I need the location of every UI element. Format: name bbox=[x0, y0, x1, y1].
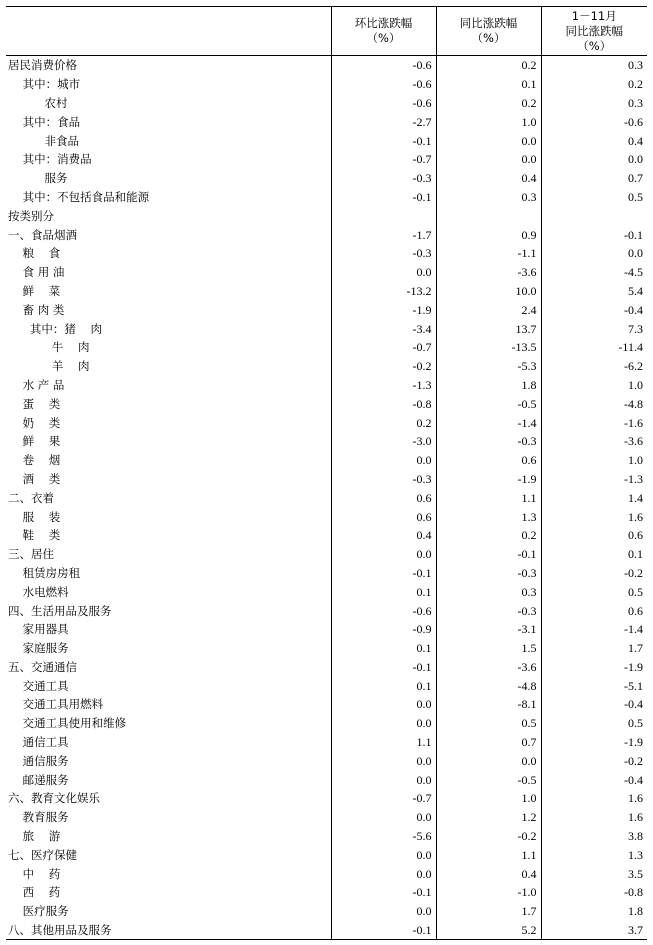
row-ytd-value: -4.8 bbox=[541, 394, 647, 413]
row-ytd-value: 5.4 bbox=[541, 282, 647, 301]
row-mom-value: 0.4 bbox=[331, 526, 436, 545]
row-mom-value: -1.3 bbox=[331, 376, 436, 395]
row-yoy-value: -1.1 bbox=[436, 244, 541, 263]
row-mom-value: 0.1 bbox=[331, 639, 436, 658]
row-label: 服 装 bbox=[8, 509, 61, 524]
row-mom-value: -0.1 bbox=[331, 564, 436, 583]
row-mom-value: -2.7 bbox=[331, 112, 436, 131]
row-label: 粮 食 bbox=[8, 246, 61, 261]
row-ytd-value: 1.0 bbox=[541, 451, 647, 470]
row-label: 奶 类 bbox=[8, 415, 61, 430]
row-ytd-value: 0.2 bbox=[541, 75, 647, 94]
row-yoy-value: 0.6 bbox=[436, 451, 541, 470]
table-row bbox=[6, 451, 647, 470]
row-ytd-value: -0.6 bbox=[541, 112, 647, 131]
row-ytd-value: -0.4 bbox=[541, 300, 647, 319]
row-mom-value: -0.7 bbox=[331, 150, 436, 169]
row-ytd-value: -1.4 bbox=[541, 620, 647, 639]
table-row bbox=[6, 131, 647, 150]
row-mom-value: 0.0 bbox=[331, 808, 436, 827]
table-row bbox=[6, 488, 647, 507]
row-label: 四、生活用品及服务 bbox=[8, 603, 112, 618]
row-ytd-value: -0.2 bbox=[541, 564, 647, 583]
row-yoy-value: -1.9 bbox=[436, 470, 541, 489]
table-row bbox=[6, 394, 647, 413]
row-ytd-value: 1.7 bbox=[541, 639, 647, 658]
row-ytd-value: -4.5 bbox=[541, 263, 647, 282]
row-label: 服务 bbox=[8, 171, 68, 186]
row-yoy-value: -0.1 bbox=[436, 545, 541, 564]
table-row bbox=[6, 56, 647, 75]
table-row bbox=[6, 601, 647, 620]
row-yoy-value: -3.1 bbox=[436, 620, 541, 639]
row-label: 非食品 bbox=[8, 133, 80, 148]
table-row bbox=[6, 357, 647, 376]
row-mom-value: 0.1 bbox=[331, 676, 436, 695]
row-ytd-value: -6.2 bbox=[541, 357, 647, 376]
table-row bbox=[6, 733, 647, 752]
row-label: 畜 肉 类 bbox=[8, 302, 65, 317]
row-ytd-value: -0.4 bbox=[541, 770, 647, 789]
row-ytd-value: -11.4 bbox=[541, 338, 647, 357]
table-row bbox=[6, 338, 647, 357]
table-row bbox=[6, 714, 647, 733]
row-ytd-value: 1.3 bbox=[541, 845, 647, 864]
row-label: 交通工具用燃料 bbox=[8, 697, 104, 712]
row-ytd-value: 0.6 bbox=[541, 601, 647, 620]
row-yoy-value: -0.3 bbox=[436, 564, 541, 583]
row-yoy-value: -0.2 bbox=[436, 827, 541, 846]
table-header-row bbox=[6, 7, 647, 56]
row-label: 其中：城市 bbox=[8, 77, 81, 92]
row-label: 羊 肉 bbox=[8, 359, 90, 374]
table-row bbox=[6, 526, 647, 545]
row-mom-value: -0.1 bbox=[331, 188, 436, 207]
row-label: 中 药 bbox=[8, 866, 61, 881]
row-yoy-value: 5.2 bbox=[436, 921, 541, 940]
table-row bbox=[6, 94, 647, 113]
row-ytd-value: 0.5 bbox=[541, 188, 647, 207]
header-ytd-unit: （%） bbox=[577, 38, 612, 53]
row-label: 二、衣着 bbox=[8, 490, 54, 505]
row-mom-value: -0.1 bbox=[331, 131, 436, 150]
row-label: 七、医疗保健 bbox=[8, 847, 77, 862]
row-yoy-value: 1.1 bbox=[436, 488, 541, 507]
row-yoy-value: -4.8 bbox=[436, 676, 541, 695]
row-mom-value: -0.6 bbox=[331, 601, 436, 620]
row-label: 蛋 类 bbox=[8, 396, 61, 411]
row-mom-value: -1.9 bbox=[331, 300, 436, 319]
row-yoy-value bbox=[436, 206, 541, 225]
table-row bbox=[6, 282, 647, 301]
row-yoy-value: 0.3 bbox=[436, 582, 541, 601]
table-row bbox=[6, 751, 647, 770]
row-ytd-value: -1.9 bbox=[541, 658, 647, 677]
row-mom-value: -3.0 bbox=[331, 432, 436, 451]
row-yoy-value: 0.4 bbox=[436, 169, 541, 188]
row-label: 家庭服务 bbox=[8, 641, 69, 656]
row-ytd-value: -0.8 bbox=[541, 883, 647, 902]
row-label: 酒 类 bbox=[8, 471, 61, 486]
row-label: 教育服务 bbox=[8, 810, 69, 825]
row-yoy-value: 0.2 bbox=[436, 94, 541, 113]
row-label: 邮递服务 bbox=[8, 772, 69, 787]
table-row bbox=[6, 845, 647, 864]
row-yoy-value: -0.3 bbox=[436, 601, 541, 620]
row-ytd-value: 3.8 bbox=[541, 827, 647, 846]
row-label: 其中：消费品 bbox=[8, 152, 92, 167]
table-row bbox=[6, 902, 647, 921]
table-row bbox=[6, 545, 647, 564]
row-mom-value: -0.2 bbox=[331, 357, 436, 376]
row-label: 三、居住 bbox=[8, 547, 54, 562]
row-yoy-value: 1.8 bbox=[436, 376, 541, 395]
row-mom-value: -0.3 bbox=[331, 244, 436, 263]
row-ytd-value: -1.9 bbox=[541, 733, 647, 752]
row-yoy-value: 0.4 bbox=[436, 864, 541, 883]
row-ytd-value: -1.3 bbox=[541, 470, 647, 489]
row-mom-value: -0.9 bbox=[331, 620, 436, 639]
row-ytd-value: 1.4 bbox=[541, 488, 647, 507]
table-row bbox=[6, 695, 647, 714]
row-ytd-value: -5.1 bbox=[541, 676, 647, 695]
row-label: 鲜 菜 bbox=[8, 283, 61, 298]
row-label: 食 用 油 bbox=[8, 265, 65, 280]
row-ytd-value: 1.8 bbox=[541, 902, 647, 921]
table-row bbox=[6, 244, 647, 263]
row-ytd-value: 3.5 bbox=[541, 864, 647, 883]
table-row bbox=[6, 150, 647, 169]
header-mom-title: 环比涨跌幅 bbox=[354, 16, 413, 30]
row-mom-value: -0.6 bbox=[331, 94, 436, 113]
row-yoy-value: -13.5 bbox=[436, 338, 541, 357]
cpi-table-container bbox=[6, 6, 647, 940]
row-ytd-value: 0.3 bbox=[541, 56, 647, 75]
row-label: 水电燃料 bbox=[8, 584, 69, 599]
header-yoy-unit: （%） bbox=[471, 31, 506, 45]
row-label: 一、食品烟酒 bbox=[8, 227, 77, 242]
row-mom-value: 0.0 bbox=[331, 451, 436, 470]
row-label: 按类别分 bbox=[8, 208, 54, 223]
table-row bbox=[6, 507, 647, 526]
row-yoy-value: -8.1 bbox=[436, 695, 541, 714]
row-yoy-value: -1.0 bbox=[436, 883, 541, 902]
row-label: 旅 游 bbox=[8, 829, 61, 844]
row-yoy-value: 1.1 bbox=[436, 845, 541, 864]
table-body bbox=[6, 56, 647, 940]
row-mom-value: -1.7 bbox=[331, 225, 436, 244]
row-yoy-value: 0.7 bbox=[436, 733, 541, 752]
row-ytd-value: 0.6 bbox=[541, 526, 647, 545]
row-yoy-value: 0.9 bbox=[436, 225, 541, 244]
row-yoy-value: 0.0 bbox=[436, 150, 541, 169]
row-label: 卷 烟 bbox=[8, 453, 61, 468]
row-mom-value: -0.3 bbox=[331, 470, 436, 489]
table-row bbox=[6, 263, 647, 282]
row-label: 交通工具使用和维修 bbox=[8, 716, 127, 731]
row-mom-value: -0.8 bbox=[331, 394, 436, 413]
row-yoy-value: 10.0 bbox=[436, 282, 541, 301]
row-ytd-value: 1.0 bbox=[541, 376, 647, 395]
row-label: 家用器具 bbox=[8, 622, 69, 637]
header-mom bbox=[331, 7, 436, 56]
table-row bbox=[6, 620, 647, 639]
row-yoy-value: 0.5 bbox=[436, 714, 541, 733]
row-label: 鞋 类 bbox=[8, 528, 61, 543]
row-ytd-value bbox=[541, 206, 647, 225]
row-mom-value: -0.6 bbox=[331, 75, 436, 94]
table-row bbox=[6, 676, 647, 695]
row-ytd-value: 0.0 bbox=[541, 244, 647, 263]
row-yoy-value: 0.3 bbox=[436, 188, 541, 207]
table-row bbox=[6, 658, 647, 677]
row-ytd-value: 0.5 bbox=[541, 714, 647, 733]
row-mom-value: -3.4 bbox=[331, 319, 436, 338]
row-mom-value: -5.6 bbox=[331, 827, 436, 846]
row-yoy-value: 1.7 bbox=[436, 902, 541, 921]
row-yoy-value: 13.7 bbox=[436, 319, 541, 338]
table-row bbox=[6, 808, 647, 827]
table-row bbox=[6, 582, 647, 601]
row-ytd-value: 7.3 bbox=[541, 319, 647, 338]
table-row bbox=[6, 921, 647, 940]
header-category bbox=[6, 7, 331, 56]
row-yoy-value: -0.5 bbox=[436, 394, 541, 413]
row-mom-value: 1.1 bbox=[331, 733, 436, 752]
row-yoy-value: -3.6 bbox=[436, 658, 541, 677]
row-ytd-value: -0.1 bbox=[541, 225, 647, 244]
row-ytd-value: 0.7 bbox=[541, 169, 647, 188]
row-mom-value: -0.1 bbox=[331, 883, 436, 902]
row-yoy-value: 0.2 bbox=[436, 526, 541, 545]
row-ytd-value: 0.4 bbox=[541, 131, 647, 150]
row-ytd-value: 0.0 bbox=[541, 150, 647, 169]
row-mom-value: 0.6 bbox=[331, 488, 436, 507]
row-ytd-value: 1.6 bbox=[541, 507, 647, 526]
row-label: 牛 肉 bbox=[8, 340, 90, 355]
table-row bbox=[6, 864, 647, 883]
row-label: 农村 bbox=[8, 95, 68, 110]
header-ytd bbox=[541, 7, 647, 56]
row-mom-value: 0.6 bbox=[331, 507, 436, 526]
row-mom-value: 0.0 bbox=[331, 770, 436, 789]
row-mom-value: -0.7 bbox=[331, 789, 436, 808]
cpi-table bbox=[6, 6, 647, 940]
row-mom-value: 0.0 bbox=[331, 545, 436, 564]
row-mom-value bbox=[331, 206, 436, 225]
row-ytd-value: 0.5 bbox=[541, 582, 647, 601]
row-label: 五、交通通信 bbox=[8, 659, 77, 674]
row-label: 通信工具 bbox=[8, 735, 69, 750]
row-mom-value: 0.0 bbox=[331, 845, 436, 864]
row-label: 水 产 品 bbox=[8, 377, 65, 392]
header-yoy-title: 同比涨跌幅 bbox=[459, 16, 518, 30]
row-label: 六、教育文化娱乐 bbox=[8, 791, 100, 806]
row-label: 其中：猪 肉 bbox=[8, 321, 103, 336]
row-mom-value: 0.0 bbox=[331, 902, 436, 921]
row-ytd-value: -0.2 bbox=[541, 751, 647, 770]
row-yoy-value: 1.2 bbox=[436, 808, 541, 827]
row-mom-value: -0.7 bbox=[331, 338, 436, 357]
table-row bbox=[6, 470, 647, 489]
row-yoy-value: 1.0 bbox=[436, 789, 541, 808]
row-mom-value: 0.2 bbox=[331, 413, 436, 432]
row-yoy-value: 1.5 bbox=[436, 639, 541, 658]
table-row bbox=[6, 413, 647, 432]
row-yoy-value: 0.0 bbox=[436, 131, 541, 150]
row-yoy-value: 0.1 bbox=[436, 75, 541, 94]
header-ytd-period: 1－11月 bbox=[571, 8, 617, 23]
row-label: 通信服务 bbox=[8, 753, 69, 768]
row-ytd-value: -3.6 bbox=[541, 432, 647, 451]
row-ytd-value: -1.6 bbox=[541, 413, 647, 432]
table-row bbox=[6, 225, 647, 244]
row-label: 西 药 bbox=[8, 885, 61, 900]
row-yoy-value: -0.5 bbox=[436, 770, 541, 789]
table-row bbox=[6, 300, 647, 319]
row-label: 租赁房房租 bbox=[8, 565, 81, 580]
row-mom-value: -13.2 bbox=[331, 282, 436, 301]
row-mom-value: 0.0 bbox=[331, 263, 436, 282]
table-row bbox=[6, 432, 647, 451]
row-label: 其中：食品 bbox=[8, 114, 81, 129]
row-mom-value: -0.1 bbox=[331, 921, 436, 940]
row-mom-value: -0.6 bbox=[331, 56, 436, 75]
row-label: 其中：不包括食品和能源 bbox=[8, 189, 150, 204]
table-row bbox=[6, 789, 647, 808]
row-yoy-value: 1.3 bbox=[436, 507, 541, 526]
row-label: 鲜 果 bbox=[8, 434, 61, 449]
row-yoy-value: 0.0 bbox=[436, 751, 541, 770]
row-yoy-value: 1.0 bbox=[436, 112, 541, 131]
row-mom-value: -0.3 bbox=[331, 169, 436, 188]
table-row bbox=[6, 376, 647, 395]
header-mom-unit: （%） bbox=[366, 31, 401, 45]
row-mom-value: 0.0 bbox=[331, 751, 436, 770]
row-yoy-value: 2.4 bbox=[436, 300, 541, 319]
table-row bbox=[6, 827, 647, 846]
row-ytd-value: 1.6 bbox=[541, 808, 647, 827]
table-row bbox=[6, 770, 647, 789]
row-mom-value: 0.0 bbox=[331, 714, 436, 733]
table-row bbox=[6, 75, 647, 94]
row-yoy-value: 0.2 bbox=[436, 56, 541, 75]
row-mom-value: -0.1 bbox=[331, 658, 436, 677]
table-row bbox=[6, 883, 647, 902]
row-ytd-value: 0.3 bbox=[541, 94, 647, 113]
row-yoy-value: -0.3 bbox=[436, 432, 541, 451]
row-mom-value: 0.0 bbox=[331, 695, 436, 714]
row-label: 医疗服务 bbox=[8, 904, 69, 919]
row-ytd-value: 1.6 bbox=[541, 789, 647, 808]
row-label: 交通工具 bbox=[8, 678, 69, 693]
row-mom-value: 0.0 bbox=[331, 864, 436, 883]
table-row bbox=[6, 639, 647, 658]
row-yoy-value: -3.6 bbox=[436, 263, 541, 282]
header-yoy bbox=[436, 7, 541, 56]
header-ytd-title: 同比涨跌幅 bbox=[565, 23, 623, 38]
row-ytd-value: 0.1 bbox=[541, 545, 647, 564]
table-row bbox=[6, 319, 647, 338]
row-ytd-value: -0.4 bbox=[541, 695, 647, 714]
table-row bbox=[6, 206, 647, 225]
table-row bbox=[6, 564, 647, 583]
row-label: 居民消费价格 bbox=[8, 58, 77, 73]
row-yoy-value: -5.3 bbox=[436, 357, 541, 376]
row-mom-value: 0.1 bbox=[331, 582, 436, 601]
table-row bbox=[6, 169, 647, 188]
row-label: 八、其他用品及服务 bbox=[6, 921, 331, 940]
table-row bbox=[6, 188, 647, 207]
table-row bbox=[6, 112, 647, 131]
row-ytd-value: 3.7 bbox=[541, 921, 647, 940]
row-yoy-value: -1.4 bbox=[436, 413, 541, 432]
